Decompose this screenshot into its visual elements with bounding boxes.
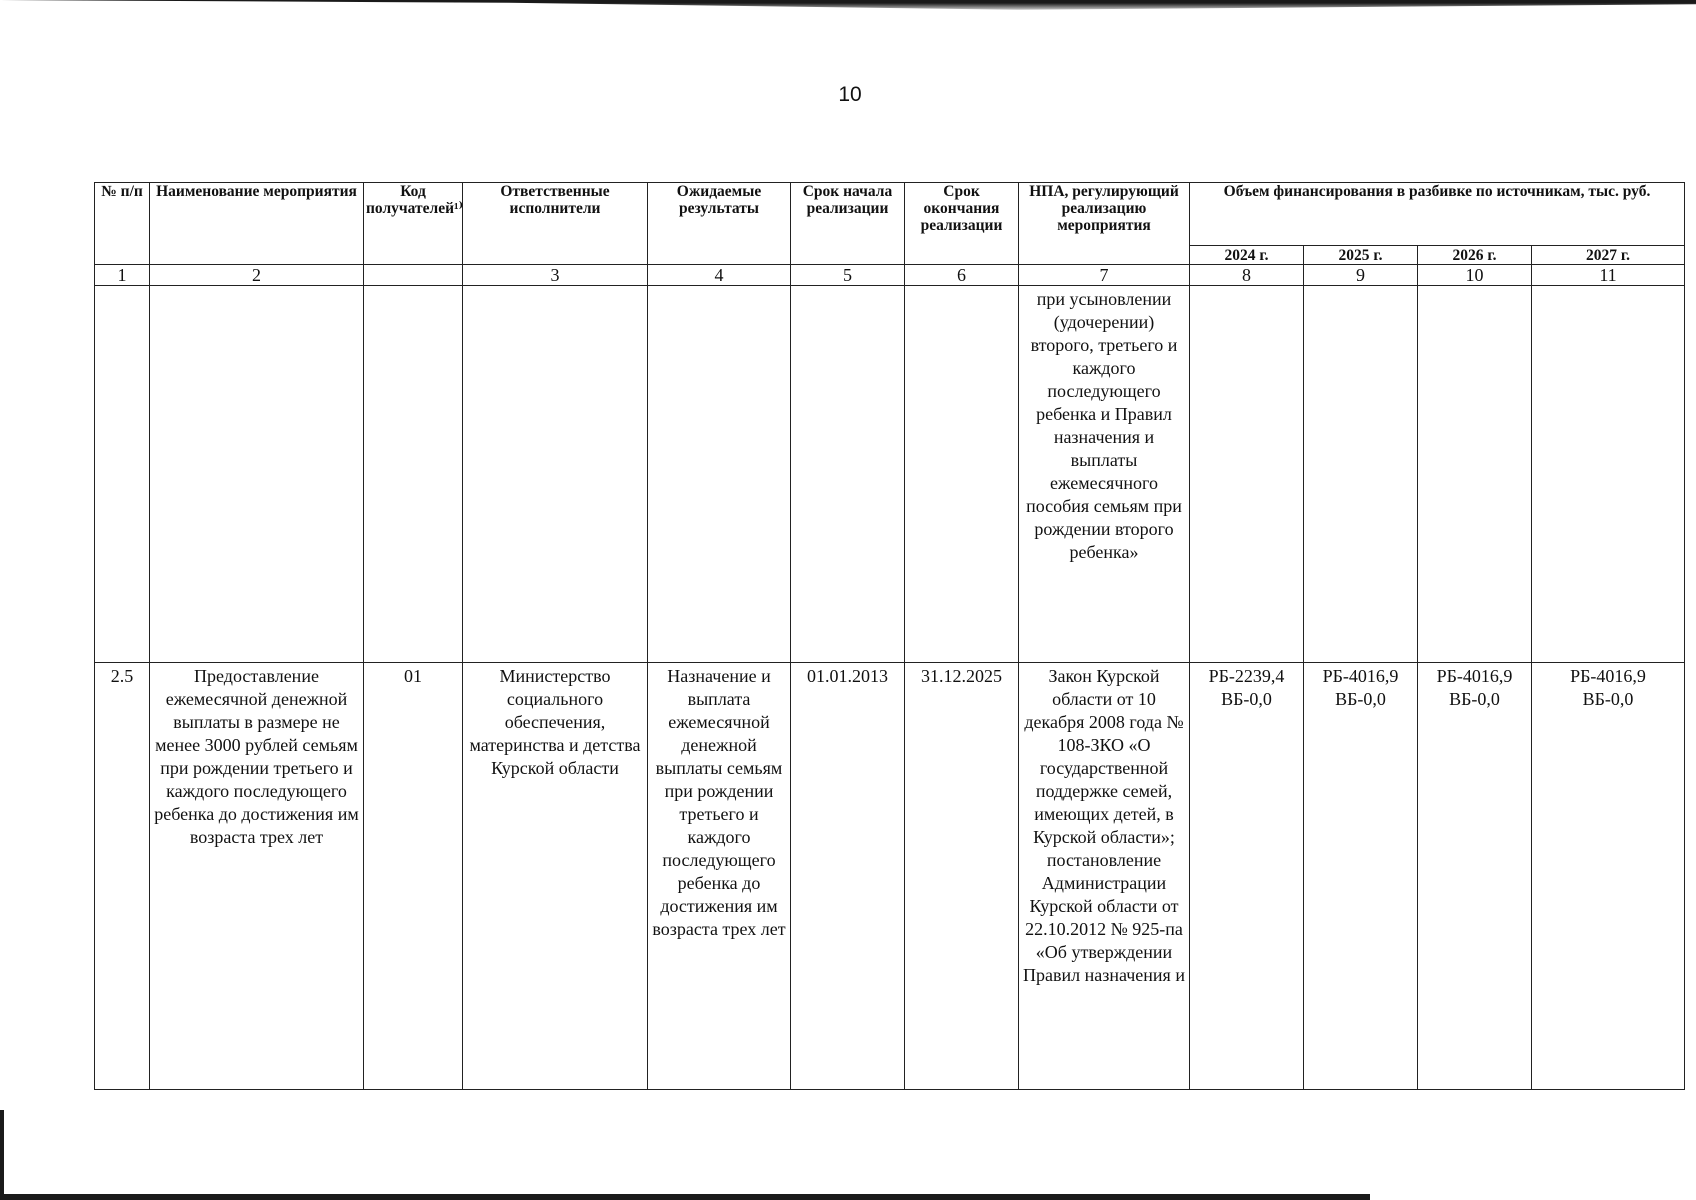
- cell: [791, 286, 905, 663]
- finance-2026: [1418, 663, 1532, 1090]
- row-npa: Закон Курской области от 10 декабря 2008 года № 108-ЗКО «О государственной поддержке семей, имеющих детей, в Курской области»; постановление Администрации Курской области от 22.10.2012 № 925-па «Об утверждении Правил назначения и: [1019, 663, 1190, 1090]
- row-num: 2.5: [95, 663, 150, 1090]
- column-number: 4: [648, 265, 791, 286]
- scan-edge-left: [0, 1110, 4, 1200]
- column-number: 3: [463, 265, 648, 286]
- npa-continuation: при усыновлении (удочерении) второго, третьего и каждого последующего ребенка и Правил назначения и выплаты ежемесячного пособия семьям при рождении второго ребенка»: [1019, 286, 1190, 663]
- cell: [1418, 286, 1532, 663]
- column-number: 2: [150, 265, 364, 286]
- row-code: 01: [364, 663, 463, 1090]
- finance-rb: РБ-2239,4: [1208, 666, 1285, 686]
- scan-edge-top: [0, 0, 1696, 14]
- header-year-2025: 2025 г.: [1304, 246, 1418, 265]
- column-number: [364, 265, 463, 286]
- finance-rb: РБ-4016,9: [1322, 666, 1399, 686]
- cell: [905, 286, 1019, 663]
- cell: [1190, 286, 1304, 663]
- cell: [1532, 286, 1685, 663]
- program-table: [94, 182, 1685, 1090]
- cell: [463, 286, 648, 663]
- row-name: Предоставление ежемесячной денежной выплаты в размере не менее 3000 рублей семьям при рождении третьего и каждого последующего ребенка до достижения им возраста трех лет: [150, 663, 364, 1090]
- finance-vb: ВБ-0,0: [1335, 689, 1386, 709]
- finance-2024: [1190, 663, 1304, 1090]
- cell: [648, 286, 791, 663]
- table-row-2-5: [95, 663, 1685, 1090]
- cell: [150, 286, 364, 663]
- cell: [364, 286, 463, 663]
- header-npa: НПА, регулирующий реализацию мероприятия: [1019, 183, 1190, 265]
- header-finance: Объем финансирования в разбивке по источникам, тыс. руб.: [1190, 183, 1685, 246]
- finance-vb: ВБ-0,0: [1221, 689, 1272, 709]
- cell: [1304, 286, 1418, 663]
- column-number: 9: [1304, 265, 1418, 286]
- cell: [95, 286, 150, 663]
- page-number: 10: [838, 83, 862, 106]
- header-end: Срок окончания реализации: [905, 183, 1019, 265]
- header-num: № п/п: [95, 183, 150, 265]
- row-end: 31.12.2025: [905, 663, 1019, 1090]
- row-results: Назначение и выплата ежемесячной денежной выплаты семьям при рождении третьего и каждого последующего ребенка до достижения им возраста трех лет: [648, 663, 791, 1090]
- header-responsible: Ответственные исполнители: [463, 183, 648, 265]
- column-number: 8: [1190, 265, 1304, 286]
- finance-vb: ВБ-0,0: [1449, 689, 1500, 709]
- header-year-2027: 2027 г.: [1532, 246, 1685, 265]
- column-number: 10: [1418, 265, 1532, 286]
- row-responsible: Министерство социального обеспечения, материнства и детства Курской области: [463, 663, 648, 1090]
- header-code: Код получателей¹⁾: [364, 183, 463, 265]
- finance-rb: РБ-4016,9: [1436, 666, 1513, 686]
- finance-vb: ВБ-0,0: [1582, 689, 1634, 709]
- header-row: [95, 183, 1685, 246]
- column-number: 7: [1019, 265, 1190, 286]
- header-results: Ожидаемые результаты: [648, 183, 791, 265]
- header-year-2024: 2024 г.: [1190, 246, 1304, 265]
- table-row-continuation: [95, 286, 1685, 663]
- column-number-row: [95, 265, 1685, 286]
- header-name: Наименование мероприятия: [150, 183, 364, 265]
- column-number: 11: [1532, 265, 1685, 286]
- header-year-2026: 2026 г.: [1418, 246, 1532, 265]
- column-number: 1: [95, 265, 150, 286]
- row-start: 01.01.2013: [791, 663, 905, 1090]
- header-start: Срок начала реализации: [791, 183, 905, 265]
- finance-2027: [1532, 663, 1685, 1090]
- finance-rb: РБ-4016,9: [1570, 666, 1646, 686]
- finance-2025: [1304, 663, 1418, 1090]
- column-number: 6: [905, 265, 1019, 286]
- column-number: 5: [791, 265, 905, 286]
- scan-edge-bottom: [0, 1194, 1370, 1200]
